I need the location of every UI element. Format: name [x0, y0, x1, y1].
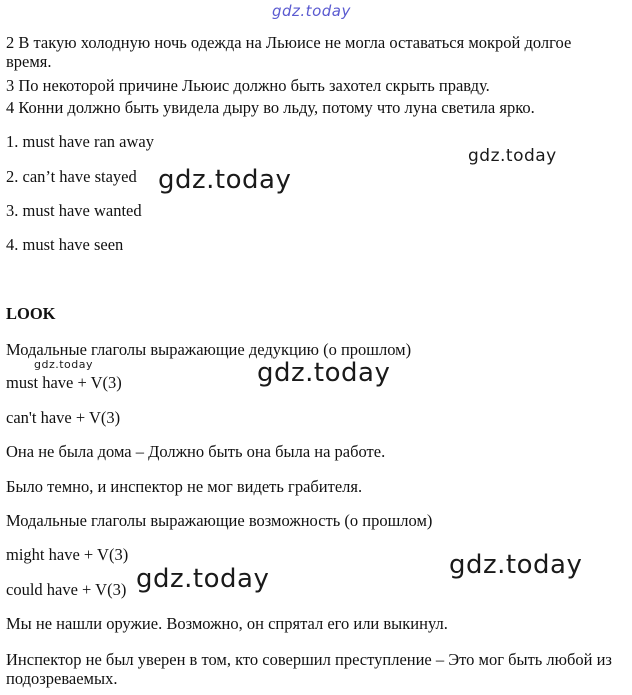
watermark-top: gdz.today — [272, 2, 351, 20]
watermark-bottom-left: gdz.today — [136, 564, 270, 594]
cant-have-formula: can't have + V(3) — [6, 408, 121, 427]
answer-4: 4. must have seen — [6, 235, 124, 254]
possibility-title: Модальные глаголы выражающие возможность (о прошлом) — [6, 511, 433, 530]
deduction-example-1: Она не была дома – Должно быть она была на работе. — [6, 442, 386, 461]
translation-2: 2 В такую холодную ночь одежда на Льюисе не могла оставаться мокрой долгое время. — [6, 33, 572, 71]
might-have-formula: might have + V(3) — [6, 545, 129, 564]
possibility-example-1: Мы не нашли оружие. Возможно, он спрятал его или выкинул. — [6, 614, 448, 633]
deduction-example-2: Было темно, и инспектор не мог видеть грабителя. — [6, 477, 363, 496]
must-have-formula: must have + V(3) — [6, 373, 122, 392]
could-have-formula: could have + V(3) — [6, 580, 127, 599]
possibility-example-2: Инспектор не был уверен в том, кто совершил преступление – Это мог быть любой из подозреваемых. — [6, 650, 612, 688]
answer-2: 2. can’t have stayed — [6, 167, 137, 186]
deduction-title: Модальные глаголы выражающие дедукцию (о прошлом) — [6, 340, 412, 359]
translation-3: 3 По некоторой причине Льюис должно быть захотел скрыть правду. — [6, 76, 490, 95]
answer-1: 1. must have ran away — [6, 132, 154, 151]
watermark-answers-large: gdz.today — [158, 165, 292, 195]
answer-3: 3. must have wanted — [6, 201, 142, 220]
watermark-middle: gdz.today — [257, 358, 391, 388]
watermark-small: gdz.today — [34, 358, 94, 371]
look-heading: LOOK — [6, 304, 56, 323]
watermark-bottom-right: gdz.today — [449, 550, 583, 580]
watermark-answers-right: gdz.today — [468, 146, 557, 166]
translation-4: 4 Конни должно быть увидела дыру во льду, потому что луна светила ярко. — [6, 98, 535, 117]
